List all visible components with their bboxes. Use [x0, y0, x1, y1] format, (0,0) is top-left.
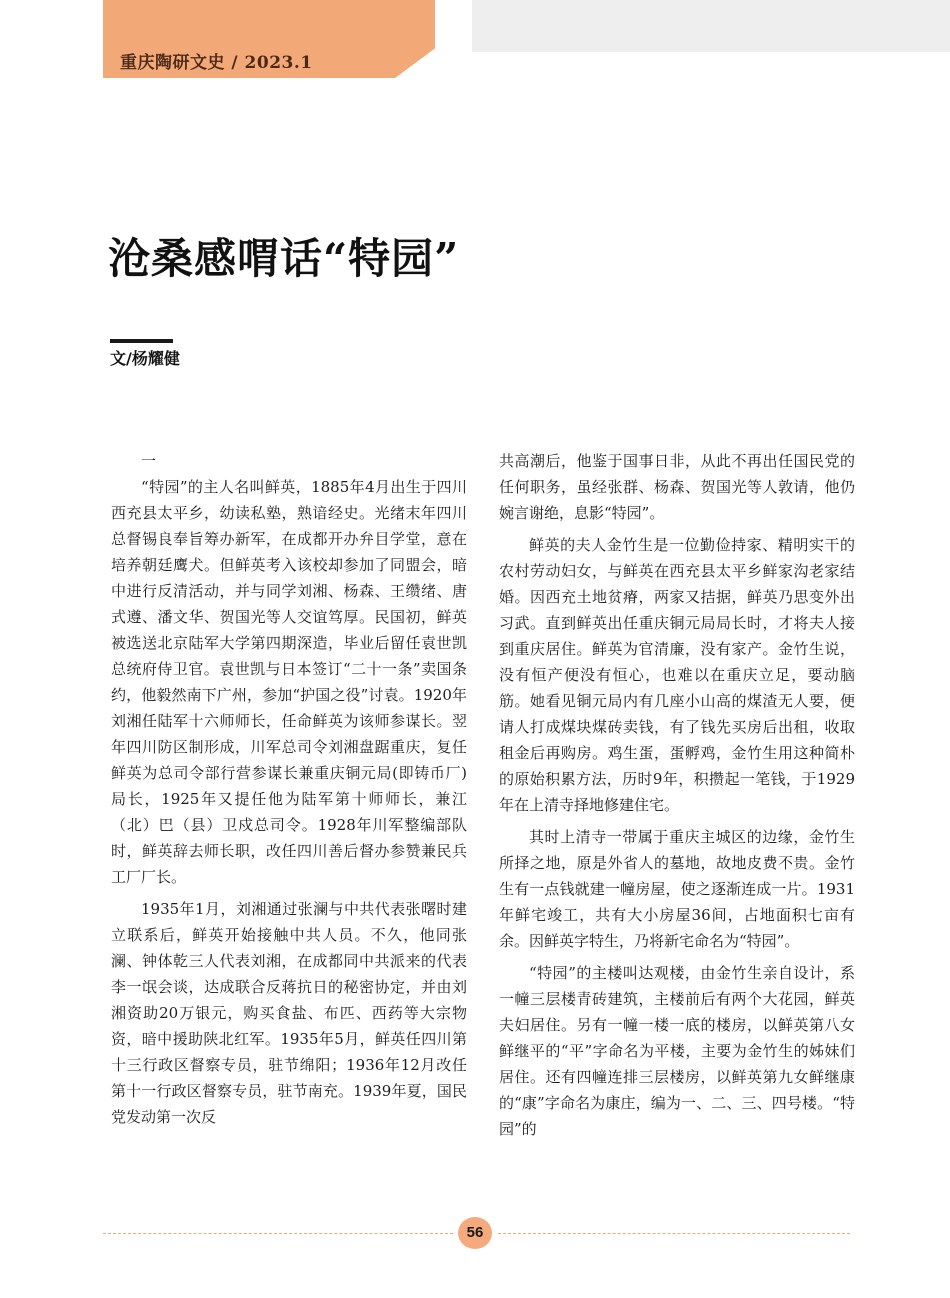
- paragraph: 鲜英的夫人金竹生是一位勤俭持家、精明实干的农村劳动妇女，与鲜英在西充县太平乡鲜家沟老家结婚。因西充土地贫瘠，两家又拮据，鲜英乃思变外出习武。直到鲜英出任重庆铜元局局长时，才将夫人接到重庆居住。鲜英为官清廉，没有家产。金竹生说，没有恒产便没有恒心，也难以在重庆立足，要动脑筋。她看见铜元局内有几座小山高的煤渣无人要，便请人打成煤块煤砖卖钱，有了钱先买房后出租，收取租金后再购房。鸡生蛋，蛋孵鸡，金竹生用这种简朴的原始积累方法，历时9年，积攒起一笔钱，于1929年在上清寺择地修建住宅。: [499, 536, 855, 814]
- text-column-left: [111, 448, 467, 1130]
- footer-divider-left: [103, 1233, 453, 1234]
- footer-divider-right: [498, 1233, 850, 1234]
- text-column-right: [499, 448, 855, 1142]
- article-author: 文/杨耀健: [110, 349, 180, 368]
- author-divider: [110, 339, 173, 343]
- paragraph: “特园”的主楼叫达观楼，由金竹生亲自设计，系一幢三层楼青砖建筑，主楼前后有两个大花园，鲜英夫妇居住。另有一幢一楼一底的楼房，以鲜英第八女鲜继平的“平”字命名为平楼，主要为金竹生的姊妹们居住。还有四幢连排三层楼房，以鲜英第九女鲜继康的“康”字命名为康庄，编为一、二、三、四号楼。“特园”的: [499, 964, 855, 1138]
- paragraph: 1935年1月，刘湘通过张澜与中共代表张曙时建立联系后，鲜英开始接触中共人员。不久，他同张澜、钟体乾三人代表刘湘，在成都同中共派来的代表李一氓会谈，达成联合反蒋抗日的秘密协定，并由刘湘资助20万银元，购买食盐、布匹、西药等大宗物资，暗中援助陕北红军。1935年5月，鲜英任四川第十三行政区督察专员，驻节绵阳；1936年12月改任第十一行政区督察专员，驻节南充。1939年夏，国民党发动第一次反: [111, 900, 467, 1126]
- paragraph: 共高潮后，他鉴于国事日非，从此不再出任国民党的任何职务，虽经张群、杨森、贺国光等人敦请，他仍婉言谢绝，息影“特园”。: [499, 452, 855, 522]
- header-gray-band: [472, 0, 950, 52]
- page-number: 56: [458, 1217, 492, 1249]
- article-title: 沧桑感喟话“特园”: [108, 234, 460, 283]
- paragraph: 其时上清寺一带属于重庆主城区的边缘，金竹生所择之地，原是外省人的墓地，故地皮费不贵。金竹生有一点钱就建一幢房屋，使之逐渐连成一片。1931年鲜宅竣工，共有大小房屋36间，占地面积七亩有余。因鲜英字特生，乃将新宅命名为“特园”。: [499, 828, 855, 950]
- paragraph: “特园”的主人名叫鲜英，1885年4月出生于四川西充县太平乡，幼读私塾，熟谙经史。光绪末年四川总督锡良奉旨筹办新军，在成都开办弁目学堂，意在培养朝廷鹰犬。但鲜英考入该校却参加了同盟会，暗中进行反清活动，并与同学刘湘、杨森、王缵绪、唐式遵、潘文华、贺国光等人交谊笃厚。民国初，鲜英被选送北京陆军大学第四期深造，毕业后留任袁世凯总统府侍卫官。袁世凯与日本签订“二十一条”卖国条约，他毅然南下广州，参加“护国之役”讨袁。1920年刘湘任陆军十六师师长，任命鲜英为该师参谋长。翌年四川防区制形成，川军总司令刘湘盘踞重庆，复任鲜英为总司令部行营参谋长兼重庆铜元局(即铸币厂)局长，1925年又提任他为陆军第十师师长，兼江（北）巴（县）卫戍总司令。1928年川军整编部队时，鲜英辞去师长职，改任四川善后督办参赞兼民兵工厂厂长。: [111, 478, 467, 886]
- section-number: 一: [141, 452, 157, 470]
- journal-title: 重庆陶研文史 / 2023.1: [120, 53, 313, 73]
